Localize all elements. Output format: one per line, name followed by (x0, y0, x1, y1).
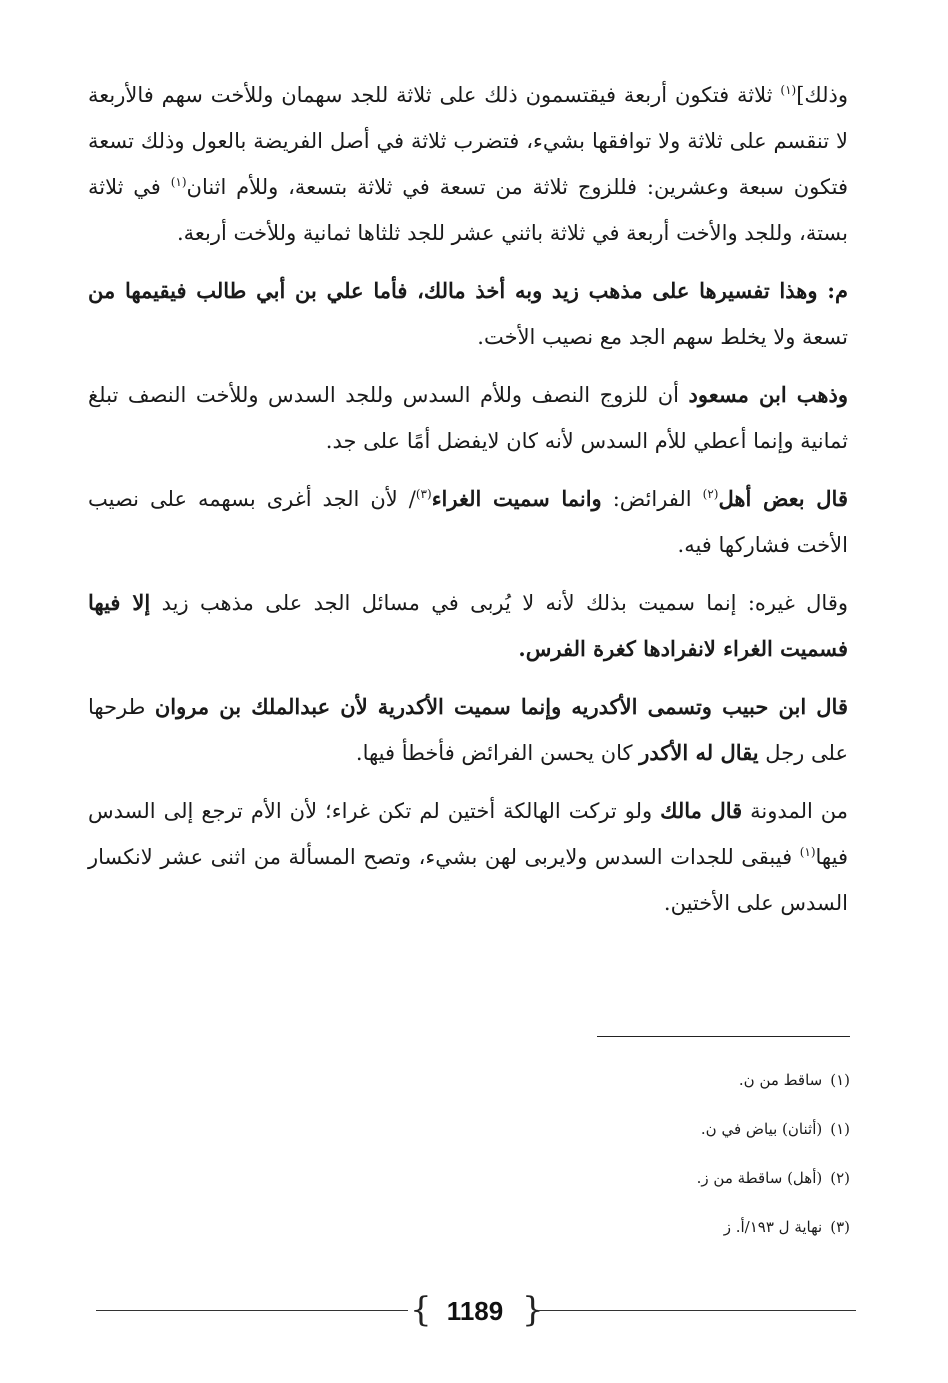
text-segment: طرحها على رجل (88, 695, 848, 765)
footer-rule-left (96, 1310, 408, 1311)
bold-text-segment: قال مالك (660, 798, 743, 823)
bold-text-segment: قال بعض أهل (718, 486, 848, 511)
footnote-text: (أهل) ساقطة من ز. (696, 1169, 823, 1187)
bold-text-segment: إلا فيها فسميت الغراء لانفرادها كغرة الفرس. (88, 590, 848, 661)
paragraph (88, 580, 848, 672)
bold-text-segment: وذهب ابن مسعود (688, 382, 848, 407)
text-segment: من المدونة (742, 799, 849, 823)
paragraph (88, 684, 848, 776)
footnote-number: (١) (830, 1120, 850, 1138)
text-segment: في ثلاثة بستة، وللجد والأخت أربعة في ثلاثة باثني عشر للجد ثلثاها ثمانية وللأخت أربعة. (88, 175, 848, 245)
footer-rule-right (538, 1310, 856, 1311)
text-segment: الفرائض: (601, 487, 703, 511)
footnote-text: نهاية ل ١٩٣/أ. ز (723, 1218, 823, 1236)
bold-text-segment: قال ابن حبيب وتسمى الأكدريه وإنما سميت الأكدرية لأن عبدالملك بن مروان (154, 694, 848, 719)
footnote-marker: (١) (780, 83, 797, 97)
paragraph (88, 788, 848, 926)
footnote-text: ساقط من ن. (738, 1071, 823, 1089)
footnote-number: (٢) (830, 1169, 850, 1187)
text-segment: ولو تركت الهالكة أختين لم تكن غراء؛ لأن الأم ترجع إلى السدس فيها (88, 799, 848, 869)
footnotes-list (500, 1064, 850, 1260)
footnote-item (500, 1211, 850, 1243)
text-segment: وقال غيره: إنما سميت بذلك لأنه لا يُربى في مسائل الجد على مذهب زيد (150, 591, 848, 615)
footnote-marker: (١) (799, 845, 816, 859)
text-segment: أن للزوج النصف وللأم السدس وللجد السدس وللأخت النصف تبلغ ثمانية وإنما أعطي للأم السدس لأنه كان لايفضل أمًا على جد. (88, 383, 848, 453)
paragraph (88, 372, 848, 464)
footnote-marker: (٣) (415, 487, 432, 501)
text-segment: كان يحسن الفرائض فأخطأ فيها. (355, 741, 640, 765)
footnote-item (500, 1064, 850, 1096)
text-segment: فيبقى للجدات السدس ولايربى لهن بشيء، وتصح المسألة من اثنى عشر لانكسار السدس على الأختين. (88, 845, 848, 915)
footnote-number: (٣) (830, 1218, 850, 1236)
text-segment: وذلك] (796, 83, 848, 107)
text-segment: تسعة ولا يخلط سهم الجد مع نصيب الأخت. (477, 325, 848, 349)
paragraph (88, 268, 848, 360)
page-footer (96, 1290, 856, 1334)
footnote-item (500, 1113, 850, 1145)
bold-text-segment: وانما سميت الغراء (431, 486, 602, 511)
footnote-separator (597, 1036, 850, 1037)
page-number-brace-left: { (410, 1290, 432, 1330)
page-number-brace-right: } (522, 1290, 544, 1330)
footnote-marker: (١) (170, 175, 187, 189)
bold-text-segment: م: وهذا تفسيرها على مذهب زيد وبه أخذ مالك، فأما علي بن أبي طالب فيقيمها من (88, 278, 848, 303)
paragraph (88, 476, 848, 568)
footnote-marker: (٢) (702, 487, 719, 501)
footnote-number: (١) (830, 1071, 850, 1089)
bold-text-segment: يقال له الأكدر (639, 740, 759, 765)
paragraph (88, 72, 848, 256)
text-segment: / لأن الجد أغرى بسهمه على نصيب الأخت فشاركها فيه. (88, 487, 848, 557)
page-number: 1189 (446, 1296, 504, 1326)
text-segment: ثلاثة فتكون أربعة فيقتسمون ذلك على ثلاثة للجد سهمان وللأخت سهم فالأربعة لا تنقسم على ثلاثة ولا توافقها بشيء، فتضرب ثلاثة في أصل الفريضة بالعول وذلك تسعة فتكون سبعة وعشرين: فللزوج ثلاثة من تسعة في ثلاثة بتسعة، وللأم اثنان (88, 83, 849, 199)
main-text-body (88, 72, 848, 938)
footnote-text: (أثنان) بياض في ن. (700, 1120, 823, 1138)
footnote-item (500, 1162, 850, 1194)
